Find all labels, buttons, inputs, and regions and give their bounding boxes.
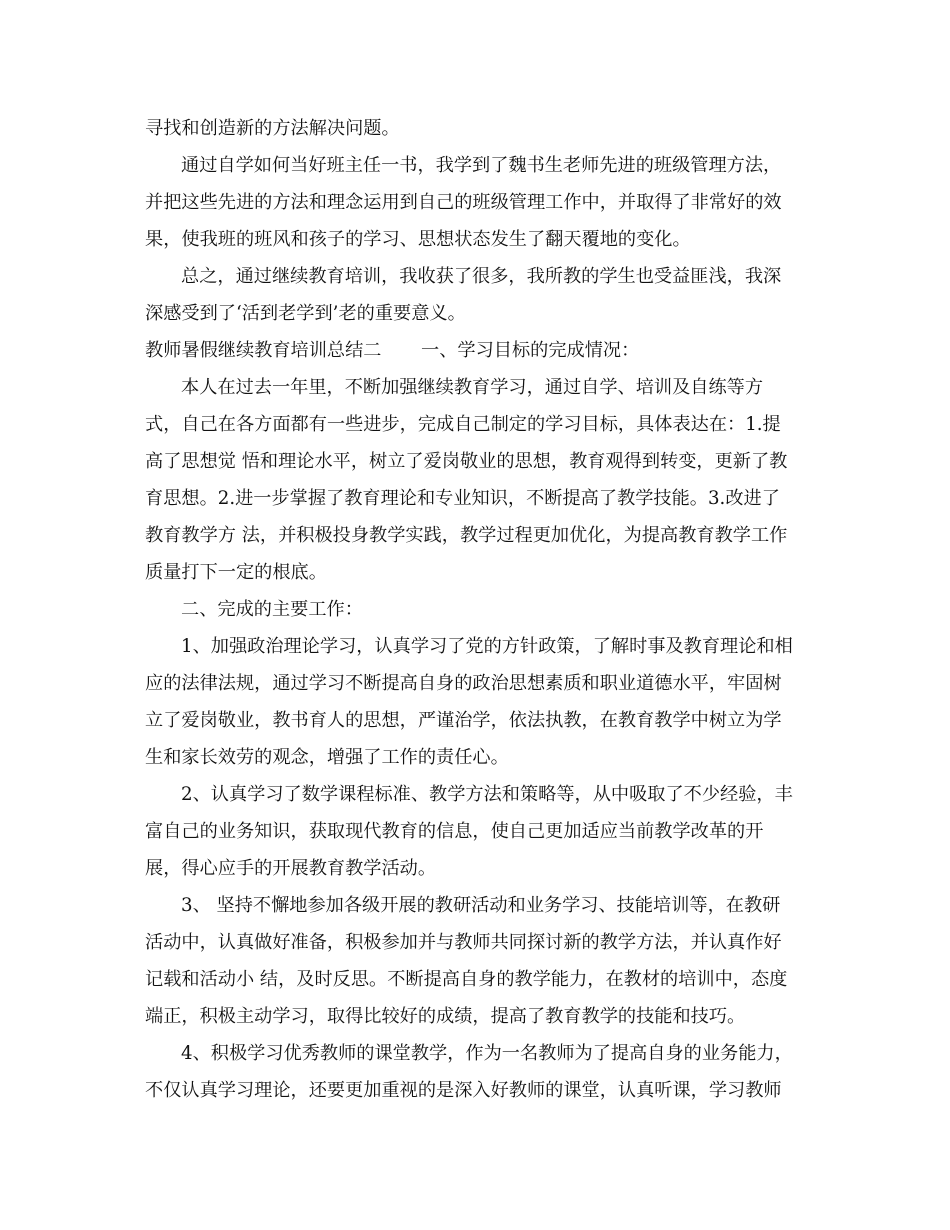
section-subheading: 一、学习目标的完成情况： <box>421 340 640 361</box>
text-line: 并把这些先进的方法和理念运用到自己的班级管理工作中，并取得了非常好的效 <box>145 192 782 213</box>
text-line: 不仅认真学习理论，还要更加重视的是深入好教师的课堂，认真听课，学习教师 <box>145 1080 782 1101</box>
section-heading: 教师暑假继续教育培训总结二 <box>145 340 382 361</box>
text-line: 活动中，认真做好准备，积极参加并与教师共同探讨新的教学方法，并认真作好 <box>145 932 782 953</box>
text-line: 通过自学如何当好班主任一书，我学到了魏书生老师先进的班级管理方法， <box>181 155 782 176</box>
text-line: 4、积极学习优秀教师的课堂教学，作为一名教师为了提高自身的业务能力， <box>181 1043 793 1064</box>
text-line: 2、认真学习了数学课程标准、教学方法和策略等，从中吸取了不少经验，丰 <box>181 784 793 805</box>
text-line: 高了思想觉 悟和理论水平，树立了爱岗敬业的思想，教育观得到转变，更新了教 <box>145 451 788 472</box>
text-line: 端正，积极主动学习，取得比较好的成绩，提高了教育教学的技能和技巧。 <box>145 1006 746 1027</box>
text-line: 应的法律法规，通过学习不断提高自身的政治思想素质和职业道德水平，牢固树 <box>145 673 782 694</box>
text-line: 富自己的业务知识，获取现代教育的信息，使自己更加适应当前教学改革的开 <box>145 821 764 842</box>
text-line: 本人在过去一年里，不断加强继续教育学习，通过自学、培训及自练等方 <box>181 377 764 398</box>
section-subheading: 二、完成的主要工作： <box>181 599 363 620</box>
text-line: 展，得心应手的开展教育教学活动。 <box>145 858 437 879</box>
text-line: 寻找和创造新的方法解决问题。 <box>145 118 400 139</box>
text-line: 果，使我班的班风和孩子的学习、思想状态发生了翻天覆地的变化。 <box>145 229 691 250</box>
text-line: 3、 坚持不懈地参加各级开展的教研活动和业务学习、技能培训等，在教研 <box>181 895 781 916</box>
text-line: 总之，通过继续教育培训，我收获了很多，我所教的学生也受益匪浅，我深 <box>181 266 782 287</box>
text-line: 深感受到了‘活到老学到’老的重要意义。 <box>145 303 466 324</box>
text-line: 式，自己在各方面都有一些进步，完成自己制定的学习目标，具体表达在：1.提 <box>145 414 781 435</box>
text-line: 记载和活动小 结，及时反思。不断提高自身的教学能力，在教材的培训中，态度 <box>145 969 788 990</box>
text-line: 1、加强政治理论学习，认真学习了党的方针政策，了解时事及教育理论和相 <box>181 636 793 657</box>
text-line: 教育教学方 法，并积极投身教学实践，教学过程更加优化，为提高教育教学工作 <box>145 525 788 546</box>
text-line: 立了爱岗敬业，教书育人的思想，严谨治学，依法执教，在教育教学中树立为学 <box>145 710 782 731</box>
text-line: 生和家长效劳的观念，增强了工作的责任心。 <box>145 747 509 768</box>
text-line: 育思想。2.进一步掌握了教育理论和专业知识，不断提高了教学技能。3.改进了 <box>145 488 780 509</box>
text-line: 质量打下一定的根底。 <box>145 562 327 583</box>
